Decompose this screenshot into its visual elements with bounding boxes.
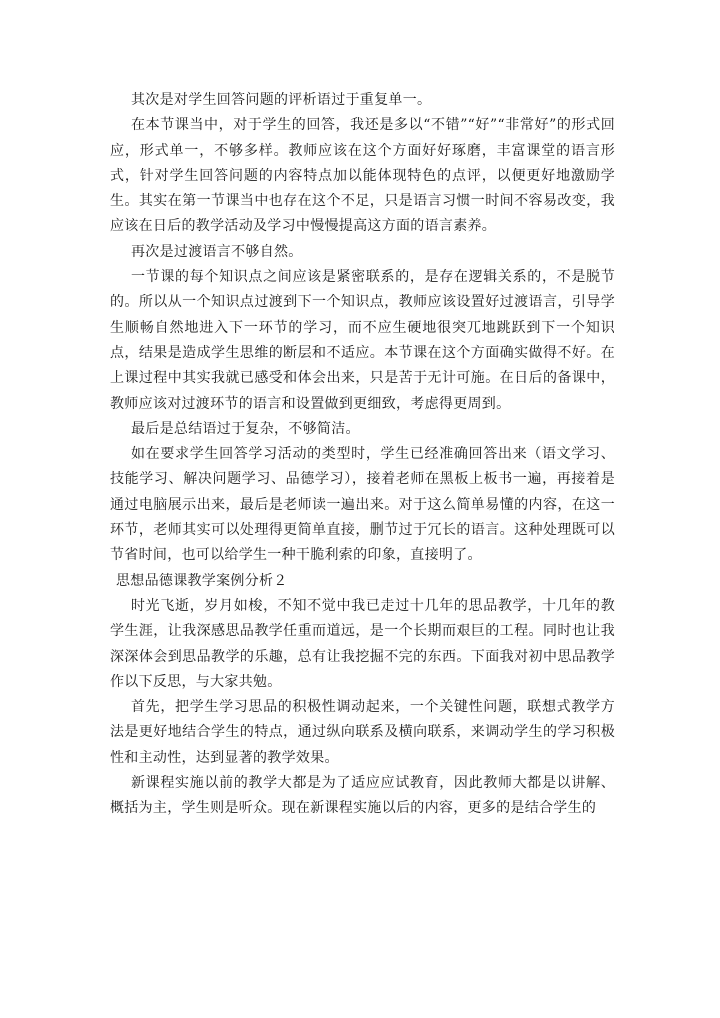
paragraph-6: 如在要求学生回答学习活动的类型时，学生已经准确回答出来（语文学习、技能学习、解决问题学习、品德学习），接着老师在黑板上板书一遍，再接着是通过电脑展示出来，最后是老师读一遍出来。对于这么简单易懂的内容，在这一环节，老师其实可以处理得更简单直接，删节过于冗长的语言。这种处理既可以节省时间，也可以给学生一种干脆利索的印象，直接明了。 bbox=[110, 446, 615, 564]
paragraph-4: 一节课的每个知识点之间应该是紧密联系的，是存在逻辑关系的，不是脱节的。所以从一个知识点过渡到下一个知识点，教师应该设置好过渡语言，引导学生顺畅自然地进入下一环节的学习，而不应生硬地很突兀地跳跃到下一个知识点，结果是造成学生思维的断层和不适应。本节课在这个方面确实做得不好。在上课过程中其实我就已感受和体会出来，只是苦于无计可施。在日后的备课中，教师应该对过渡环节的语言和设置做到更细致，考虑得更周到。 bbox=[110, 269, 615, 412]
paragraph-8: 首先，把学生学习思品的积极性调动起来，一个关键性问题，联想式教学方法是更好地结合学生的特点，通过纵向联系及横向联系，来调动学生的学习积极性和主动性，达到显著的教学效果。 bbox=[110, 699, 615, 766]
document-body bbox=[110, 88, 615, 822]
section-heading: 思想品德课教学案例分析２ bbox=[116, 572, 288, 589]
paragraph-9: 新课程实施以前的教学大都是为了适应应试教育，因此教师大都是以讲解、概括为主，学生则是听众。现在新课程实施以后的内容，更多的是结合学生的 bbox=[110, 775, 615, 817]
paragraph-1: 其次是对学生回答问题的评析语过于重复单一。 bbox=[131, 92, 432, 108]
paragraph-5: 最后是总结语过于复杂，不够简洁。 bbox=[131, 420, 360, 437]
paragraph-7: 时光飞逝，岁月如梭，不知不觉中我已走过十几年的思品教学，十几年的教学生涯，让我深感思品教学任重而道远，是一个长期而艰巨的工程。同时也让我深深体会到思品教学的乐趣，总有让我挖掘不完的东西。下面我对初中思品教学作以下反思，与大家共勉。 bbox=[110, 597, 615, 690]
paragraph-2: 在本节课当中，对于学生的回答，我还是多以“不错”“好”“非常好”的形式回应，形式单一，不够多样。教师应该在这个方面好好琢磨，丰富课堂的语言形式，针对学生回答问题的内容特点加以能体现特色的点评，以便更好地激励学生。其实在第一节课当中也存在这个不足，只是语言习惯一时间不容易改变，我应该在日后的教学活动及学习中慢慢提高这方面的语言素养。 bbox=[110, 117, 615, 235]
paragraph-3: 再次是过渡语言不够自然。 bbox=[131, 243, 303, 260]
